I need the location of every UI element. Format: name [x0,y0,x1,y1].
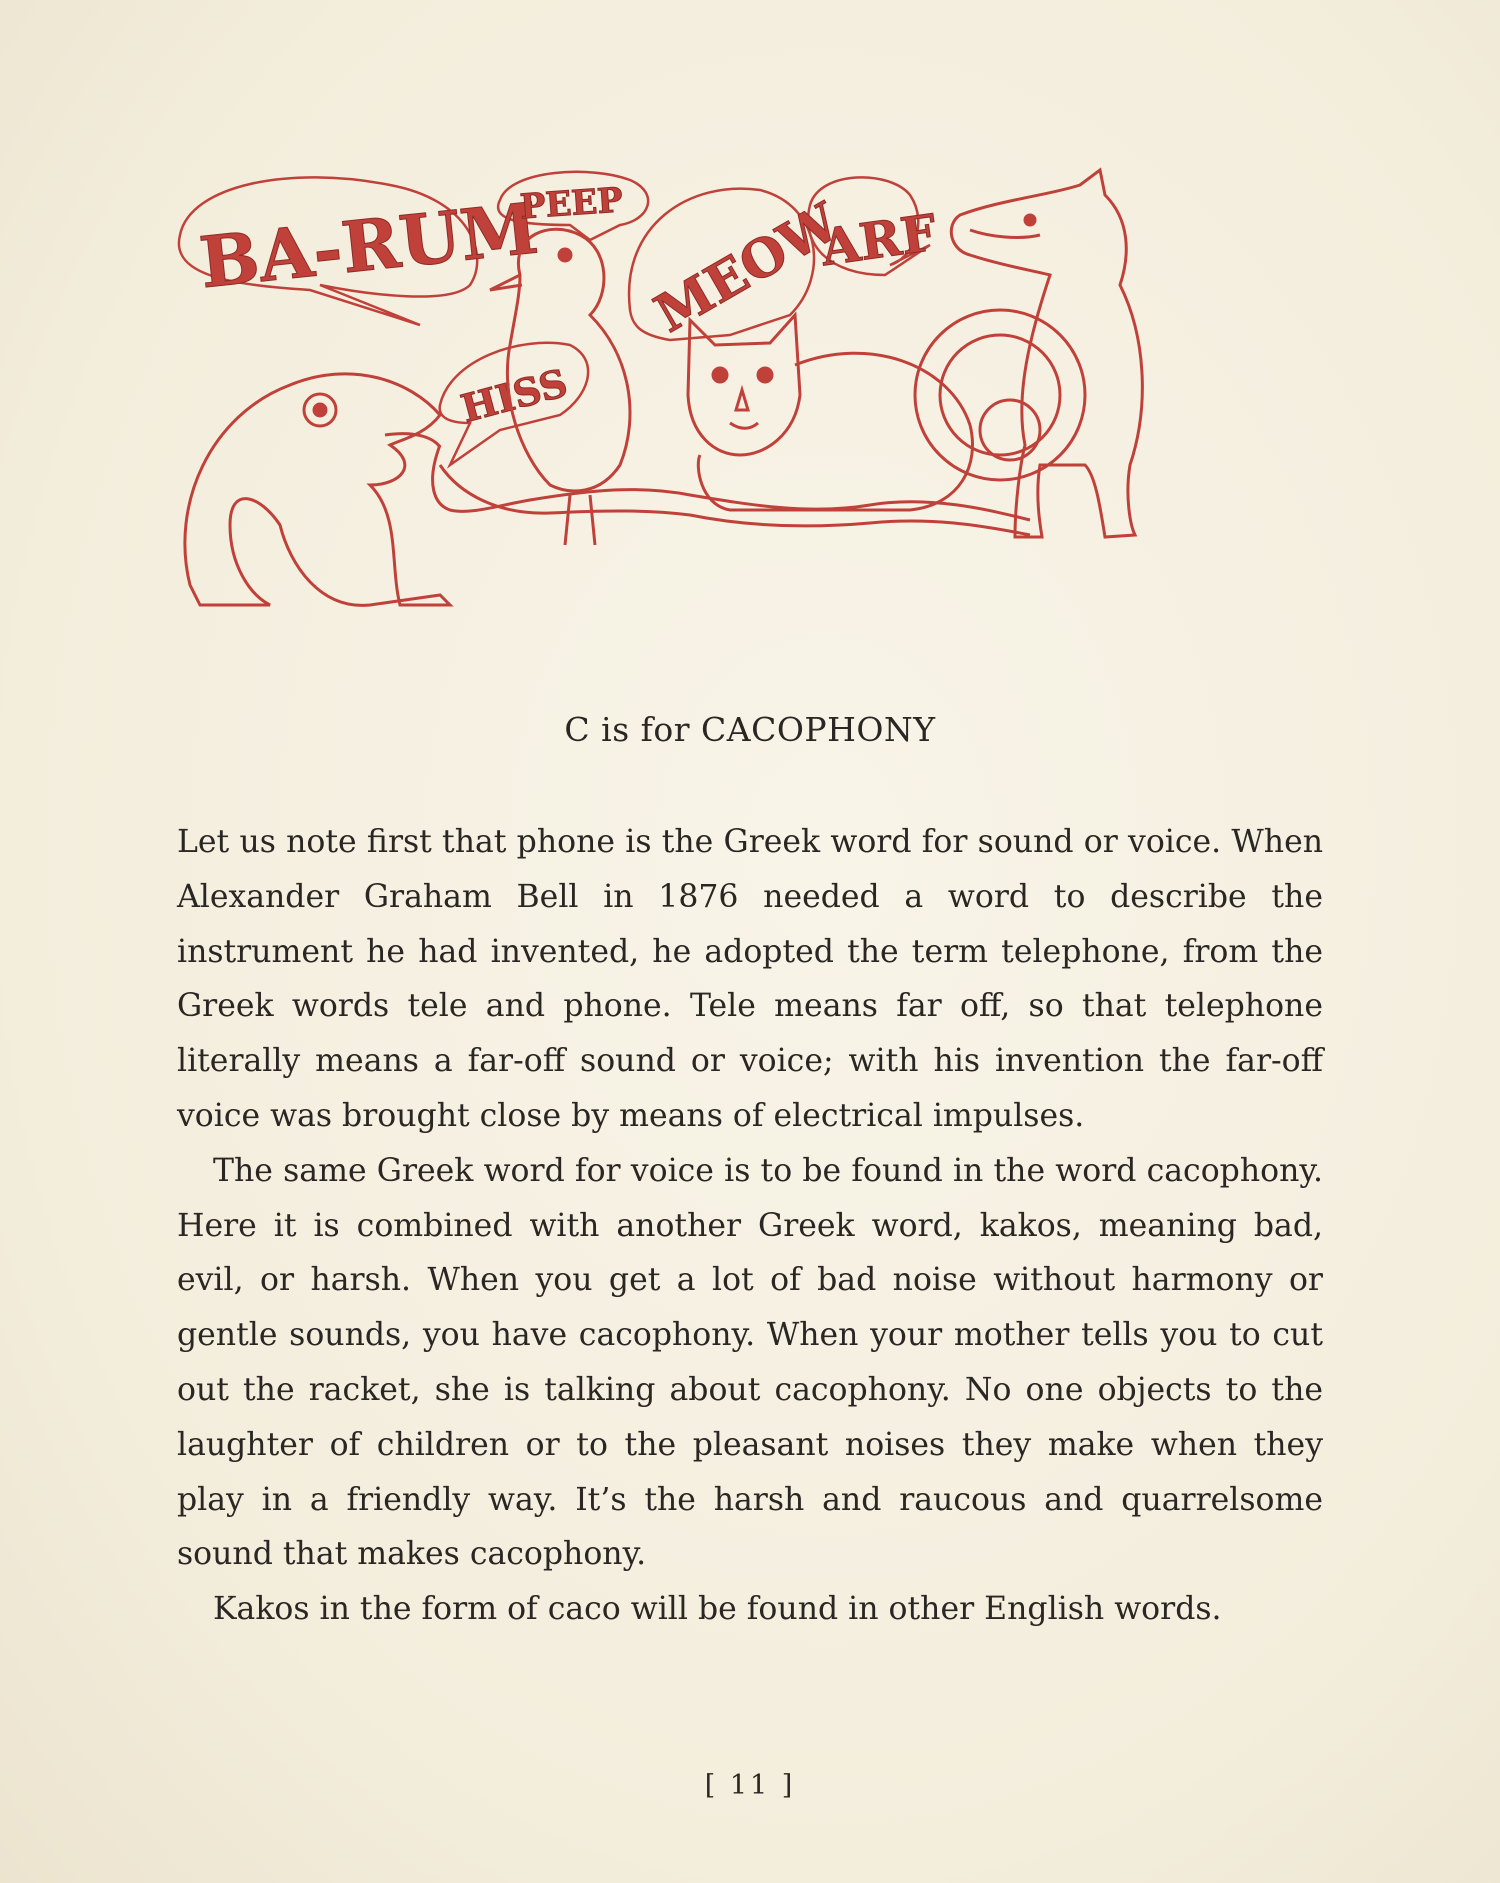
frog-sound-text: BA-RUM [195,186,542,305]
page-title: C is for CACOPHONY [564,710,936,749]
snake-figure [433,445,1030,535]
dog-figure [951,170,1142,537]
animal-sounds-illustration [170,165,1340,645]
dog-sound-text: ARF [817,202,941,278]
cat-figure [688,315,973,510]
page-number: [ 11 ] [704,1770,796,1801]
bird-sound-text: PEEP [518,180,625,228]
snake-coil-figure [915,310,1085,480]
article-body [177,815,1323,1637]
paragraph-2: The same Greek word for voice is to be found in the word cacophony. Here it is combined with another Greek word, kakos, meaning bad, evil, or harsh. When you get a lot of bad noise without harmony or gentle sounds, you have cacophony. When your mother tells you to cut out the racket, she is talking about cacophony. No one objects to the laughter of children or to the pleasant noises they make when they play in a friendly way. It’s the harsh and raucous and quarrelsome sound that makes cacophony. [177,1152,1323,1573]
snake-sound-text: HISS [456,359,572,432]
paragraph-3: Kakos in the form of caco will be found in other English words. [213,1591,1222,1628]
paragraph-1: Let us note first that phone is the Greek word for sound or voice. When Alexander Graham Bell in 1876 needed a word to describe the instrument he had invented, he adopted the term telephone, from the Greek words tele and phone. Tele means far off, so that telephone literally means a far-off sound or voice; with his invention the far-off voice was brought close by means of electrical impulses. [177,824,1323,1134]
frog-figure [185,374,450,606]
cat-sound-text: MEOW [644,191,850,345]
